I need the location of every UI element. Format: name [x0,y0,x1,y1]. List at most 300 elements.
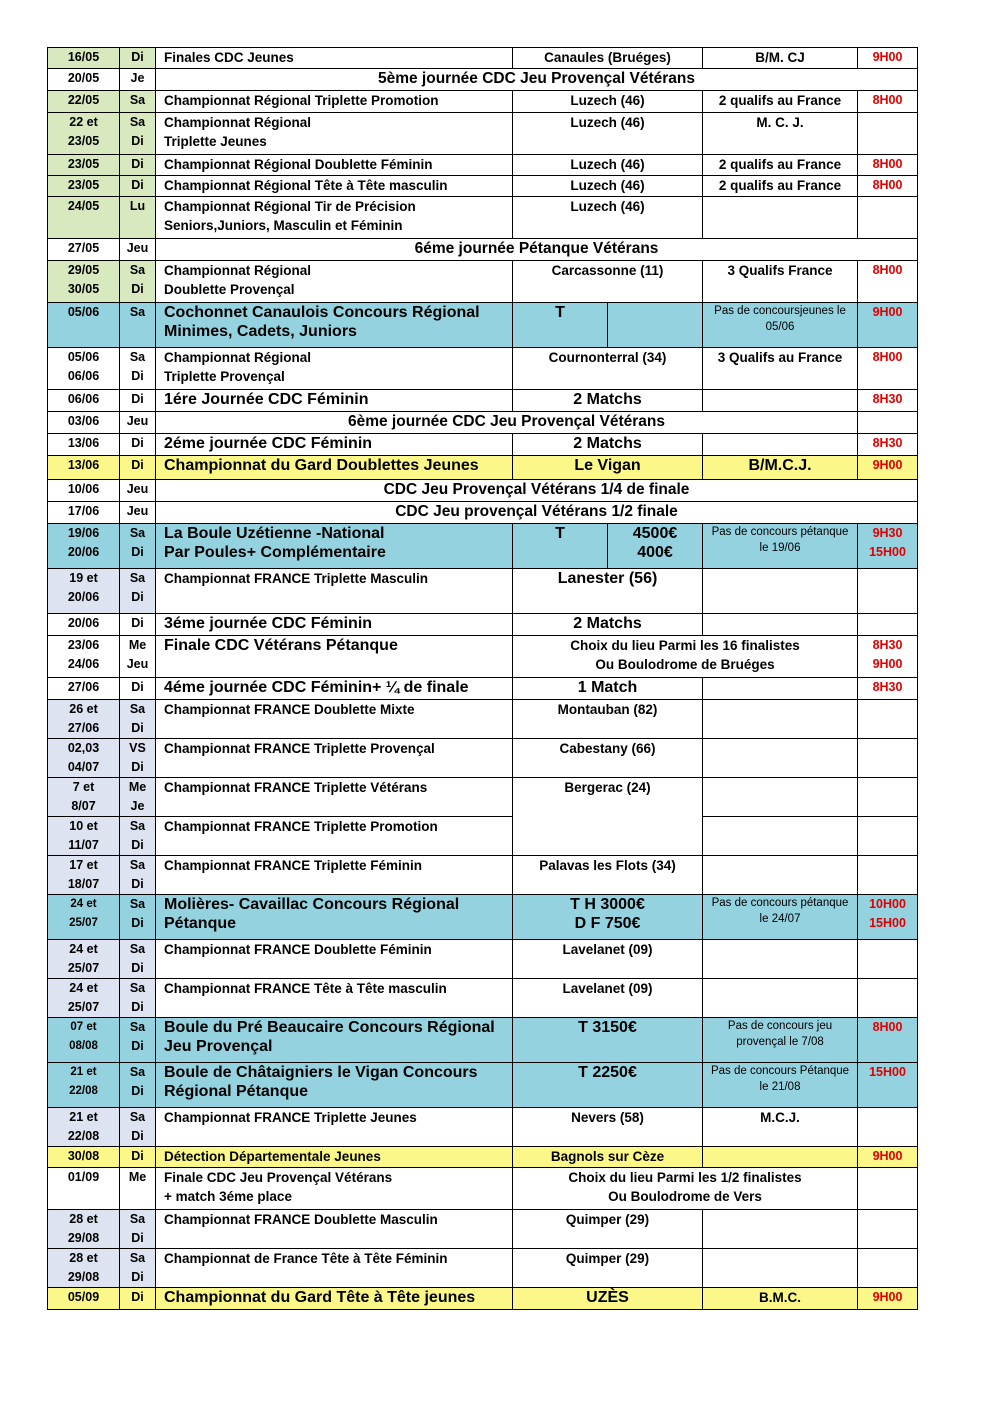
location-cell [513,456,703,480]
date-cell [48,1063,120,1108]
event-cell-line: Par Poules+ Complémentaire [164,544,386,561]
info-cell-line: 2 qualifs au France [718,178,842,193]
info-cell [703,303,858,348]
event-cell [156,739,513,778]
event-cell [156,91,513,113]
date-cell-line: 24 et [70,898,97,910]
schedule-row [48,155,918,176]
time-cell [858,678,918,700]
date-cell-line: 24 et [69,942,98,956]
day-cell-line: Sa [129,981,146,995]
date-cell [48,176,120,197]
info-cell [703,979,858,1018]
day-cell [120,456,156,480]
time-cell [858,48,918,69]
day-cell-line: Lu [129,199,146,213]
location-cell [513,569,703,614]
info-cell [703,113,858,155]
time-cell-line: 10H00 [869,897,906,911]
day-cell [120,1108,156,1147]
event-cell [156,700,513,739]
schedule-row [48,434,918,456]
schedule-row [48,524,918,569]
day-cell [120,197,156,239]
event-cell [156,1063,513,1108]
info-cell [703,48,858,69]
date-cell-line: 7 et [72,780,95,794]
prize-cell [608,524,703,569]
location-cell [513,1147,703,1168]
date-cell-line: 22 et [69,115,98,129]
time-cell-line: 9H00 [872,1290,903,1304]
event-cell-line: 2éme journée CDC Féminin [164,435,373,452]
day-cell [120,700,156,739]
date-cell-line: 29/08 [67,1270,100,1284]
schedule-row [48,979,918,1018]
day-cell [120,1147,156,1168]
location-cell [513,1063,703,1108]
day-cell-line: Sa [129,819,146,833]
event-cell-line: Championnat de France Tête à Tête Féminin [164,1251,448,1266]
day-cell [120,940,156,979]
info-cell [703,1063,858,1108]
schedule-row [48,700,918,739]
event-cell-line: Finale CDC Vétérans Pétanque [164,637,398,654]
date-cell [48,239,120,261]
day-cell-line: Sa [129,1065,146,1079]
time-cell [858,261,918,303]
event-cell-line: Championnat Régional Triplette Promotion [164,93,439,108]
event-cell-line: Molières- Cavaillac Concours Régional [164,896,460,913]
location-cell-line: Quimper (29) [565,1251,650,1266]
day-cell-line: Jeu [126,504,149,518]
date-cell [48,69,120,91]
day-cell [120,1063,156,1108]
info-cell-line: Pas de concours pétanque le 19/06 [711,526,849,554]
day-cell-line: Di [131,1000,144,1014]
event-cell-line: 1ére Journée CDC Féminin [164,391,369,408]
day-cell [120,569,156,614]
date-cell-line: 27/05 [67,241,100,255]
date-cell-line: 29/05 [67,263,100,277]
schedule-row [48,1063,918,1108]
day-cell-line: Je [130,71,145,85]
date-cell-line: 23/06 [67,638,100,652]
date-cell-line: 30/05 [67,282,100,296]
date-cell-line: 24/06 [67,657,100,671]
day-cell [120,502,156,524]
day-cell [120,856,156,895]
location-cell-line: Lanester (56) [557,570,658,587]
schedule-row [48,1210,918,1249]
info-cell-line: 2 qualifs au France [718,93,842,108]
day-cell-line: Di [131,178,144,192]
time-cell-line: 9H30 [872,526,903,540]
day-cell [120,1249,156,1288]
time-cell [858,895,918,940]
date-cell-line: 21 et [70,1066,97,1078]
time-cell [858,739,918,778]
day-cell-line: Me [128,780,147,794]
date-cell [48,1288,120,1310]
location-cell-line: 2 Matchs [573,391,642,408]
event-cell [156,1018,513,1063]
schedule-row [48,739,918,778]
time-cell [858,390,918,412]
time-cell-line: 9H00 [872,1149,903,1163]
time-cell-line: 9H00 [872,50,903,64]
info-cell-line: B/M.C.J. [748,457,812,474]
event-cell-line: Jeu Provençal [164,1038,273,1055]
info-cell [703,91,858,113]
time-cell [858,569,918,614]
date-cell [48,480,120,502]
date-cell [48,456,120,480]
schedule-row [48,569,918,614]
day-cell [120,261,156,303]
event-cell [156,636,513,678]
location-cell-line: T [555,525,565,542]
location-cell-line: Bagnols sur Cèze [550,1149,665,1164]
location-cell [513,155,703,176]
event-cell-line: Seniors,Juniors, Masculin et Féminin [164,218,403,233]
info-cell-line: Pas de concoursjeunes le 05/06 [714,305,846,333]
info-cell-line: 3 Qualifs au France [717,350,843,365]
event-cell-line: Détection Départementale Jeunes [164,1149,381,1164]
date-cell-line: 26 et [69,702,98,716]
info-cell [703,817,858,856]
day-cell-line: Sa [129,1212,146,1226]
info-cell-line: M. C. J. [756,115,804,130]
prize-cell-line: 400€ [637,544,673,561]
time-cell-line: 9H00 [872,305,903,319]
location-cell [513,700,703,739]
event-cell-line: Boule du Pré Beaucaire Concours Régional [164,1019,495,1036]
location-cell [513,614,703,636]
day-cell-line: Di [131,590,144,604]
time-cell [858,817,918,856]
date-cell [48,261,120,303]
date-cell-line: 05/06 [67,305,100,319]
info-cell [703,456,858,480]
day-cell [120,69,156,91]
info-cell-line: M.C.J. [760,1110,800,1125]
date-cell-line: 23/05 [67,134,100,148]
date-cell-line: 20/06 [67,545,100,559]
date-cell-line: 13/06 [67,458,100,472]
schedule-body [48,48,918,1310]
event-cell [156,434,513,456]
time-cell [858,1168,918,1210]
date-cell [48,1168,120,1210]
date-cell [48,48,120,69]
info-cell [703,856,858,895]
day-cell-line: Sa [129,1020,146,1034]
location-cell-line: T [555,304,565,321]
schedule-row [48,69,918,91]
event-cell-line: Doublette Provençal [164,282,295,297]
date-cell-line: 01/09 [67,1170,100,1184]
date-cell [48,155,120,176]
schedule-row [48,412,918,434]
info-cell [703,197,858,239]
location-cell-line: Luzech (46) [570,199,645,214]
event-cell-line: Régional Pétanque [164,1083,309,1100]
date-cell-line: 04/07 [67,760,100,774]
schedule-row [48,48,918,69]
day-cell-line: Jeu [126,482,149,496]
day-cell-line: Sa [129,115,146,129]
date-cell [48,979,120,1018]
event-cell [156,1147,513,1168]
time-cell [858,1210,918,1249]
day-cell [120,1288,156,1310]
event-cell [156,817,513,856]
time-cell-line: 8H30 [872,436,903,450]
day-cell-line: Di [131,392,144,406]
date-cell [48,412,120,434]
event-cell [156,155,513,176]
date-cell [48,524,120,569]
event-cell-line: 3éme journée CDC Féminin [164,615,373,632]
time-cell [858,940,918,979]
event-cell [156,48,513,69]
schedule-row [48,261,918,303]
event-cell-line: Boule de Châtaigniers le Vigan Concours [164,1064,478,1081]
day-cell-line: Sa [129,1110,146,1124]
info-cell-line: 2 qualifs au France [718,157,842,172]
schedule-row [48,940,918,979]
time-cell-line: 9H00 [872,458,903,472]
date-cell-line: 28 et [69,1251,98,1265]
day-cell-line: Di [131,877,144,891]
event-cell [156,856,513,895]
event-cell-line: Championnat Régional Tir de Précision [164,199,416,214]
schedule-row [48,348,918,390]
event-cell [156,940,513,979]
time-cell-line: 8H00 [872,178,903,192]
date-cell-line: 30/08 [67,1149,100,1163]
day-cell-line: VS [129,741,146,755]
date-cell-line: 05/06 [67,350,100,364]
event-cell-line: Championnat FRANCE Doublette Féminin [164,942,432,957]
day-cell [120,176,156,197]
time-cell [858,176,918,197]
date-cell-line: 17/06 [67,504,100,518]
location-cell-line: Bergerac (24) [564,780,651,795]
schedule-row [48,1288,918,1310]
date-cell-line: 27/06 [67,721,100,735]
day-cell-line: Me [128,638,147,652]
day-cell [120,678,156,700]
date-cell [48,636,120,678]
day-cell-line: Me [128,1170,147,1184]
day-cell-line: Sa [129,93,146,107]
prize-cell [608,303,703,348]
location-cell [513,434,703,456]
date-cell [48,434,120,456]
info-cell [703,678,858,700]
event-cell-line: Championnat Régional Doublette Féminin [164,157,433,172]
date-cell [48,856,120,895]
time-cell-line: 8H00 [872,157,903,171]
date-cell [48,940,120,979]
date-cell-line: 27/06 [67,680,100,694]
time-cell-line: 8H00 [872,93,903,107]
event-cell-line: Championnat FRANCE Doublette Masculin [164,1212,438,1227]
schedule-row [48,817,918,856]
location-cell-line: Luzech (46) [570,93,645,108]
location-cell-line: Lavelanet (09) [562,942,653,957]
time-cell-line: 8H30 [872,638,903,652]
event-cell [156,979,513,1018]
schedule-row [48,480,918,502]
event-cell [156,176,513,197]
location-cell-line: Choix du lieu Parmi les 1/2 finalistes [568,1170,802,1185]
location-cell-line: Montauban (82) [557,702,658,717]
event-cell [156,895,513,940]
time-cell [858,1288,918,1310]
location-cell [513,678,703,700]
day-cell-line: Jeu [126,414,149,428]
day-cell-line: Di [131,134,144,148]
event-cell-line: + match 3éme place [164,1189,292,1204]
day-cell [120,412,156,434]
date-cell [48,1210,120,1249]
date-cell-line: 20/06 [67,616,100,630]
location-cell-line: Le Vigan [574,457,641,474]
schedule-row [48,176,918,197]
time-cell [858,1063,918,1108]
location-cell [513,856,703,895]
location-cell-line: Quimper (29) [565,1212,650,1227]
event-cell-line: Championnat Régional Tête à Tête masculin [164,178,448,193]
date-cell-line: 8/07 [71,799,96,813]
time-cell [858,778,918,817]
info-cell-line: Pas de concours Pétanque le 21/08 [710,1065,850,1093]
time-cell [858,1018,918,1063]
date-cell-line: 07 et [70,1021,97,1033]
info-cell [703,569,858,614]
event-cell [156,390,513,412]
event-cell-line: Cochonnet Canaulois Concours Régional [164,304,480,321]
location-cell [513,197,703,239]
location-cell [513,1249,703,1288]
day-cell [120,239,156,261]
date-cell-line: 24/05 [67,199,100,213]
location-cell-line: Canaules (Bruéges) [544,50,671,65]
time-cell [858,636,918,678]
time-cell-line: 8H30 [872,392,903,406]
time-cell-line: 8H00 [872,1020,903,1034]
info-cell [703,390,858,412]
day-cell-line: Di [131,1129,144,1143]
day-cell [120,1210,156,1249]
date-cell-line: 21 et [69,1110,98,1124]
event-cell-line: Championnat Régional [164,263,312,278]
info-cell-line: 3 Qualifs France [727,263,833,278]
time-cell-line: 15H00 [869,1065,906,1079]
event-cell-line: Championnat FRANCE Doublette Mixte [164,702,415,717]
time-cell-line: 9H00 [872,657,903,671]
day-cell-line: Sa [129,263,146,277]
schedule-row [48,113,918,155]
date-cell [48,678,120,700]
day-cell-line: Sa [129,942,146,956]
location-cell-line: Ou Boulodrome de Bruéges [595,657,775,672]
event-cell-line: Championnat du Gard Tête à Tête jeunes [164,1289,476,1306]
day-cell-line: Sa [129,571,146,585]
date-cell-line: 08/08 [69,1040,98,1052]
day-cell-line: Di [131,282,144,296]
location-cell [513,636,858,678]
date-cell [48,348,120,390]
date-cell-line: 29/08 [67,1231,100,1245]
location-cell [513,348,703,390]
event-cell-line: 6ème journée CDC Jeu Provençal Vétérans [347,413,666,430]
location-cell [513,940,703,979]
date-cell-line: 10 et [69,819,98,833]
date-cell [48,1018,120,1063]
event-cell-line: Championnat FRANCE Tête à Tête masculin [164,981,447,996]
time-cell-line: 15H00 [869,545,906,559]
location-cell-line: T H 3000€ [570,896,645,913]
date-cell-line: 25/07 [67,961,100,975]
day-cell-line: Sa [129,1251,146,1265]
day-cell [120,48,156,69]
time-cell [858,197,918,239]
location-cell-line: UZÈS [586,1289,629,1306]
event-cell [156,778,513,817]
day-cell-line: Di [131,721,144,735]
date-cell-line: 05/09 [67,1290,100,1304]
event-cell [156,303,513,348]
location-cell-line: Carcassonne (11) [551,263,664,278]
time-cell [858,91,918,113]
time-cell [858,1249,918,1288]
info-cell [703,1108,858,1147]
schedule-row [48,91,918,113]
day-cell [120,434,156,456]
schedule-row [48,895,918,940]
schedule-row [48,390,918,412]
date-cell-line: 17 et [69,858,98,872]
time-cell-line: 8H30 [872,680,903,694]
event-cell [156,1108,513,1147]
day-cell-line: Di [131,1149,144,1163]
day-cell-line: Di [131,157,144,171]
day-cell-line: Je [130,799,145,813]
info-cell-line: Pas de concours jeu provençal le 7/08 [727,1020,833,1048]
event-cell [156,69,918,91]
day-cell-line: Di [131,458,144,472]
location-cell-line: 2 Matchs [573,615,642,632]
day-cell [120,480,156,502]
date-cell-line: 11/07 [68,838,99,852]
date-cell-line: 02,03 [67,741,100,755]
date-cell-line: 20/06 [67,590,100,604]
time-cell-line: 8H00 [872,263,903,277]
location-cell-line: Luzech (46) [570,115,645,130]
time-cell [858,155,918,176]
schedule-row [48,502,918,524]
date-cell [48,1147,120,1168]
location-cell [513,1018,703,1063]
event-cell [156,1249,513,1288]
schedule-row [48,614,918,636]
event-cell-line: Championnat FRANCE Triplette Provençal [164,741,435,756]
schedule-row [48,636,918,678]
